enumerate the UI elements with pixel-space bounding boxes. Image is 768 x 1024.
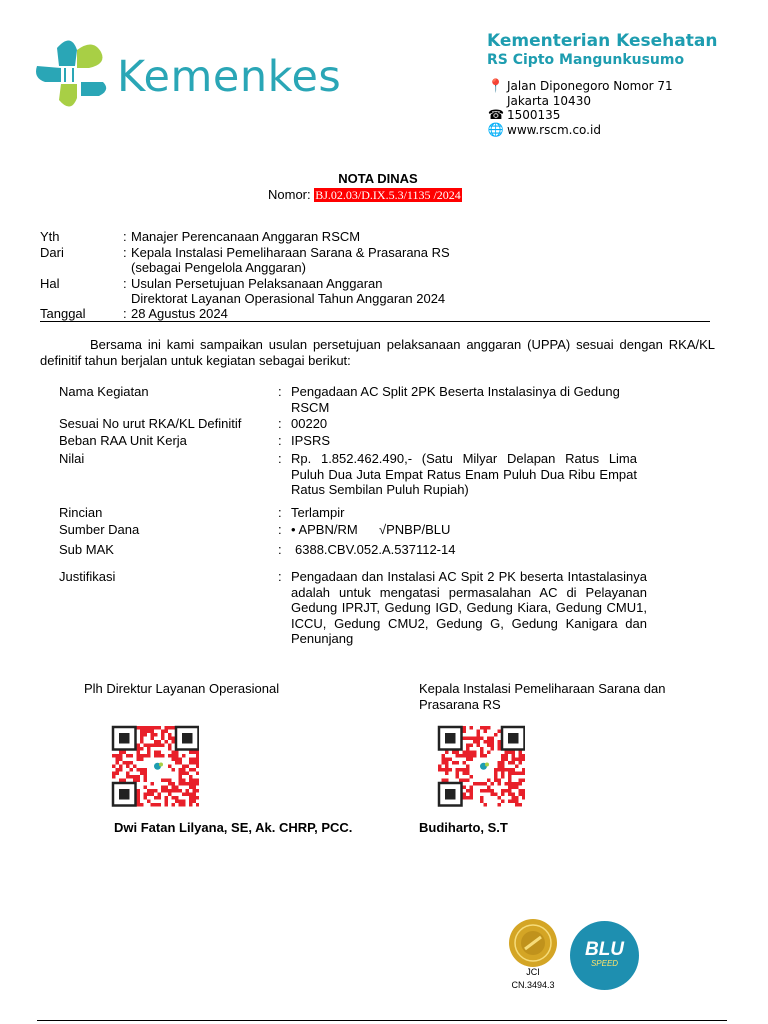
no-urut-value: 00220: [291, 416, 328, 431]
signer-left-title: Plh Direktur Layanan Operasional: [84, 681, 280, 696]
colon: :: [278, 522, 282, 537]
address-city: Jakarta 10430: [507, 94, 591, 108]
logo-wordmark: Kemenkes: [117, 52, 342, 102]
address-line: 📍 Jalan Diponegoro Nomor 71: [487, 79, 673, 94]
no-urut-label: Sesuai No urut RKA/KL Definitif: [59, 416, 242, 431]
blu-speed-badge: [570, 921, 639, 990]
location-pin-icon: 📍: [487, 79, 505, 94]
dari-value-note: (sebagai Pengelola Anggaran): [131, 260, 306, 275]
memo-number-value: BJ.02.03/D.IX.5.3/1135 /2024: [315, 188, 461, 202]
footer-divider: [37, 1020, 727, 1021]
phone-icon: ☎: [487, 108, 505, 123]
colon: :: [123, 306, 127, 321]
nama-kegiatan-value: Pengadaan AC Split 2PK Beserta Instalasinya di Gedung RSCM: [291, 384, 620, 415]
yth-value: Manajer Perencanaan Anggaran RSCM: [131, 229, 361, 244]
hal-label: Hal: [40, 276, 60, 291]
signer-left-name: Dwi Fatan Lilyana, SE, Ak. CHRP, PCC.: [114, 820, 353, 835]
colon: :: [278, 416, 282, 431]
blu-logo-text: BLU: [584, 939, 625, 960]
colon: :: [278, 542, 282, 557]
colon: :: [278, 505, 282, 520]
hal-value-2: Direktorat Layanan Operasional Tahun Anggaran 2024: [131, 291, 446, 306]
signer-right-title: Kepala Instalasi Pemeliharaan Sarana dan Prasarana RS: [419, 681, 666, 712]
website-line: 🌐 www.rscm.co.id: [487, 123, 601, 138]
dari-label: Dari: [40, 245, 64, 260]
signer-right-name: Budiharto, S.T: [419, 820, 508, 835]
nama-kegiatan-label: Nama Kegiatan: [59, 384, 149, 399]
jci-code: CN.3494.3: [511, 980, 555, 990]
colon: :: [123, 245, 127, 260]
beban-value: IPSRS: [291, 433, 331, 448]
sub-mak-value: 6388.CBV.052.A.537112-14: [295, 542, 456, 557]
hospital-name: RS Cipto Mangunkusumo: [487, 52, 685, 68]
jci-accreditation-seal: [508, 918, 558, 968]
yth-label: Yth: [40, 229, 60, 244]
globe-icon: 🌐: [487, 123, 505, 138]
sumber-option-pnbp: PNBP/BLU: [386, 522, 451, 537]
nilai-label: Nilai: [59, 451, 85, 466]
justifikasi-label: Justifikasi: [59, 569, 116, 584]
header-divider: [40, 321, 710, 322]
nilai-value: Rp. 1.852.462.490,- (Satu Milyar Delapan Ratus Lima Puluh Dua Juta Empat Ratus Enam Puluh Dua Ribu Empat Ratus Sembilan Puluh Rupiah): [291, 451, 637, 497]
sumber-dana-options: [291, 522, 647, 538]
qr-code-signature-left: [111, 725, 199, 807]
colon: :: [278, 451, 282, 466]
sub-mak-label: Sub MAK: [59, 542, 114, 557]
blu-speed-text: SPEED: [590, 959, 619, 968]
phone-line: ☎ 1500135: [487, 108, 561, 123]
jci-label: JCI: [526, 967, 540, 977]
colon: :: [278, 384, 282, 399]
tanggal-label: Tanggal: [40, 306, 86, 321]
qr-code-signature-right: [437, 725, 525, 807]
intro-paragraph: Bersama ini kami sampaikan usulan persetujuan pelaksanaan anggaran (UPPA) sesuai dengan RKA/KL definitif tahun berjalan untuk kegiatan sebagai berikut:: [40, 337, 715, 368]
memo-title: NOTA DINAS: [338, 171, 418, 186]
memo-number: Nomor: BJ.02.03/D.IX.5.3/1135 /2024: [268, 187, 461, 202]
dari-value: Kepala Instalasi Pemeliharaan Sarana & Prasarana RS: [131, 245, 450, 260]
colon: :: [123, 229, 127, 244]
bullet-icon: •: [291, 522, 296, 537]
sumber-dana-label: Sumber Dana: [59, 522, 140, 537]
sumber-option-apbn: APBN/RM: [298, 522, 358, 537]
colon: :: [123, 276, 127, 291]
kemenkes-logo-icon: [33, 38, 109, 110]
rincian-value: Terlampir: [291, 505, 345, 520]
tanggal-value: 28 Agustus 2024: [131, 306, 228, 321]
colon: :: [278, 569, 282, 584]
rincian-label: Rincian: [59, 505, 103, 520]
justifikasi-value: Pengadaan dan Instalasi AC Spit 2 PK beserta Intastalasinya adalah untuk mengatasi permasalahan AC di Pelayanan Gedung IPRJT, Gedung IGD, Gedung Kiara, Gedung CMU1, ICCU, Gedung CMU2, Gedung G, Gedung Kanigara dan Penunjang: [291, 569, 647, 646]
check-mark-icon: √: [378, 522, 387, 537]
colon: :: [278, 433, 282, 448]
beban-label: Beban RAA Unit Kerja: [59, 433, 187, 448]
hal-value: Usulan Persetujuan Pelaksanaan Anggaran: [131, 276, 383, 291]
ministry-name: Kementerian Kesehatan: [487, 31, 718, 51]
